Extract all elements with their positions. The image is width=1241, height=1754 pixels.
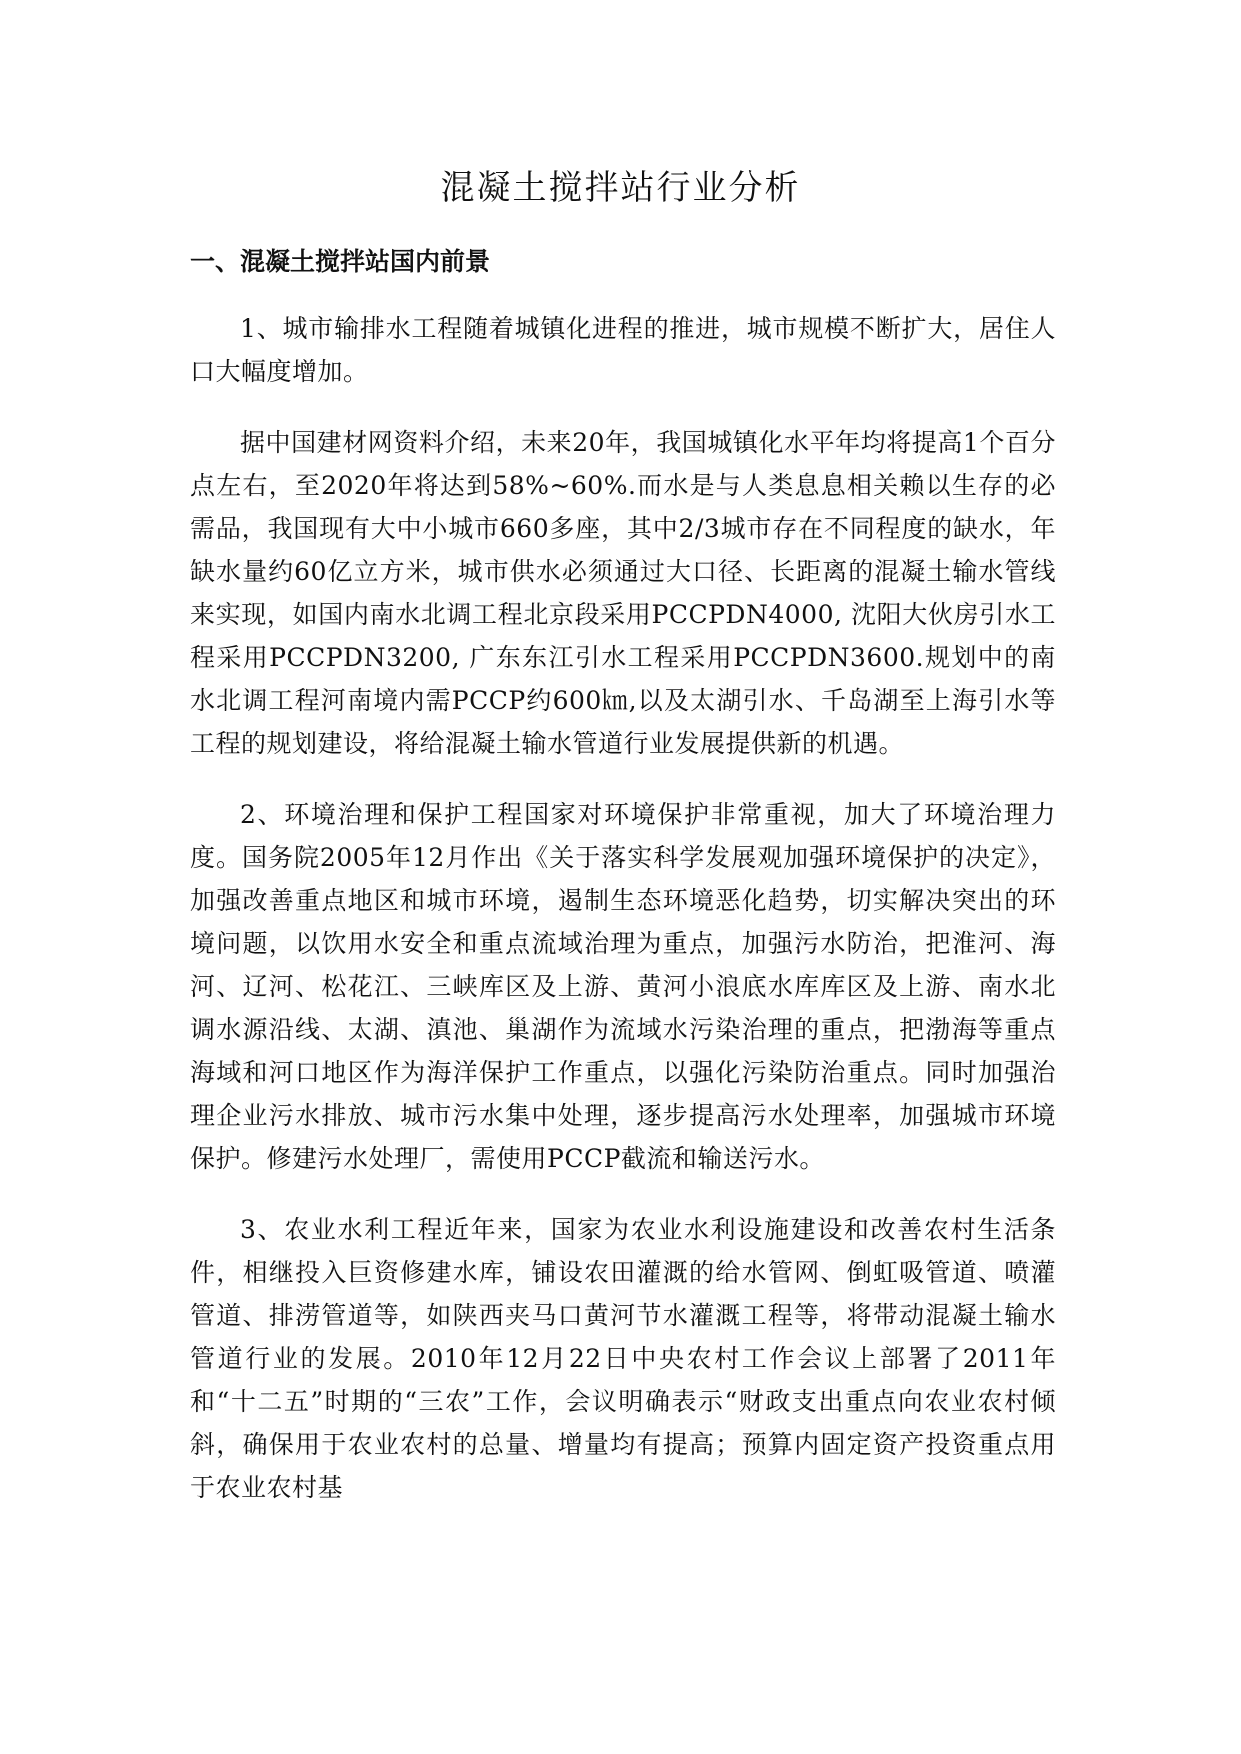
paragraph-urban-water: 1、城市输排水工程随着城镇化进程的推进，城市规模不断扩大，居住人口大幅度增加。	[190, 314, 1056, 386]
document-body	[190, 307, 1056, 1537]
paragraph-agriculture: 3、农业水利工程近年来，国家为农业水利设施建设和改善农村生活条件，相继投入巨资修建水库，铺设农田灌溉的给水管网、倒虹吸管道、喷灌管道、排涝管道等，如陕西夹马口黄河节水灌溉工程等，将带动混凝土输水管道行业的发展。2010年12月22日中央农村工作会议上部署了2011年和“十二五”时期的“三农”工作，会议明确表示“财政支出重点向农业农村倾斜，确保用于农业农村的总量、增量均有提高；预算内固定资产投资重点用于农业农村基	[190, 1215, 1056, 1502]
paragraph-environment: 2、环境治理和保护工程国家对环境保护非常重视，加大了环境治理力度。国务院2005年12月作出《关于落实科学发展观加强环境保护的决定》，加强改善重点地区和城市环境，遏制生态环境恶化趋势，切实解决突出的环境问题，以饮用水安全和重点流域治理为重点，加强污水防治，把淮河、海河、辽河、松花江、三峡库区及上游、黄河小浪底水库库区及上游、南水北调水源沿线、太湖、滇池、巢湖作为流域水污染治理的重点，把渤海等重点海域和河口地区作为海洋保护工作重点，以强化污染防治重点。同时加强治理企业污水排放、城市污水集中处理，逐步提高污水处理率，加强城市环境保护。修建污水处理厂，需使用PCCP截流和输送污水。	[190, 800, 1056, 1173]
section-heading: 一、混凝土搅拌站国内前景	[190, 247, 491, 276]
paragraph-urbanization-data: 据中国建材网资料介绍，未来20年，我国城镇化水平年均将提高1个百分点左右，至2020年将达到58%~60%.而水是与人类息息相关赖以生存的必需品，我国现有大中小城市660多座，其中2/3城市存在不同程度的缺水，年缺水量约60亿立方米，城市供水必须通过大口径、长距离的混凝土输水管线来实现，如国内南水北调工程北京段采用PCCPDN4000, 沈阳大伙房引水工程采用PCCPDN3200, 广东东江引水工程采用PCCPDN3600.规划中的南水北调工程河南境内需PCCP约600㎞,以及太湖引水、千岛湖至上海引水等工程的规划建设，将给混凝土输水管道行业发展提供新的机遇。	[190, 428, 1056, 758]
document-title: 混凝土搅拌站行业分析	[440, 168, 801, 208]
